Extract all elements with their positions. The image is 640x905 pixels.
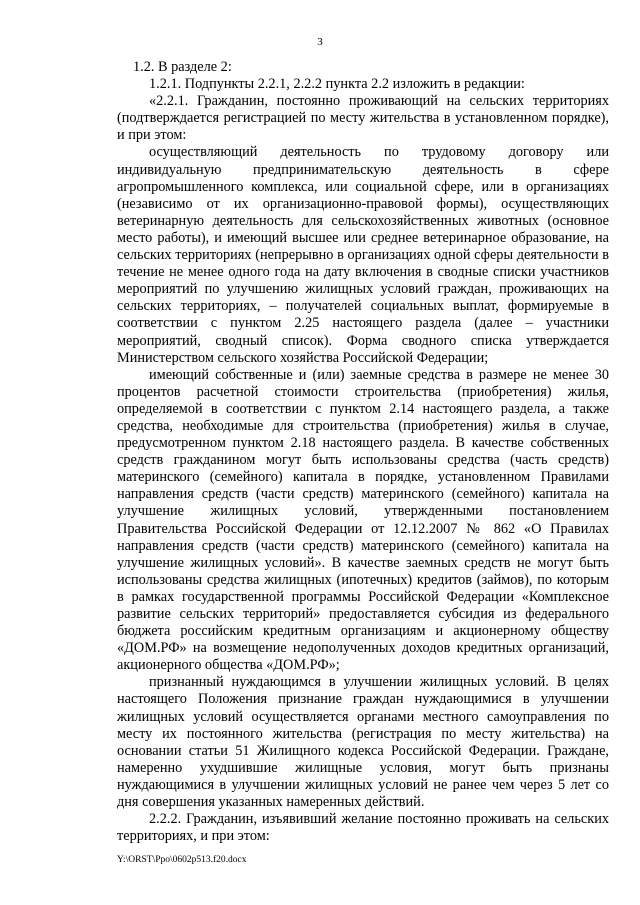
paragraph-2-2-2: 2.2.2. Гражданин, изъявивший желание постоянно проживать на сельских территориях, и при этом: — [117, 811, 609, 845]
section-heading: 1.2. В разделе 2: — [133, 59, 232, 75]
page-number: 3 — [317, 36, 323, 48]
paragraph-housing-need: признанный нуждающимся в улучшении жилищных условий. В целях настоящего Положения признание граждан нуждающимися в улучшении жилищных условий осуществляется органами местного самоуправления по месту их постоянного жительства (регистрация по месту жительства) на основании статьи 51 Жилищного кодекса Российской Федерации. Граждане, намеренно ухудшившие жилищные условия, могут быть признаны нуждающимися в улучшении жилищных условий не ранее чем через 5 лет со дня совершения указанных намеренных действий. — [117, 674, 609, 811]
footer-file-path: Y:\ORST\Ppo\0602p513.f20.docx — [117, 855, 247, 865]
paragraph-funds: имеющий собственные и (или) заемные средства в размере не менее 30 процентов расчетной стоимости строительства (приобретения) жилья, определяемой в соответствии с пунктом 2.14 настоящего раздела, а также средства, необходимые для строительства (приобретения) жилья в случае, предусмотренном пунктом 2.18 настоящего раздела. В качестве собственных средств гражданином могут быть использованы средства (часть средств) материнского (семейного) капитала в порядке, установленном Правилами направления средств (части средств) материнского (семейного) капитала на улучшение жилищных условий, утвержденными постановлением Правительства Российской Федерации от 12.12.2007 № 862 «О Правилах направления средств (части средств) материнского (семейного) капитала на улучшение жилищных условий». В качестве заемных средств не могут быть использованы средства жилищных (ипотечных) кредитов (займов), по которым в рамках государственной программы Российской Федерации «Комплексное развитие сельских территорий» предоставляется субсидия из федерального бюджета российским кредитным организациям и акционерному обществу «ДОМ.РФ» на возмещение недополученных доходов кредитных организаций, акционерного общества «ДОМ.РФ»; — [117, 366, 609, 674]
paragraph-2-2-1: «2.2.1. Гражданин, постоянно проживающий на сельских территориях (подтверждается регистрацией по месту жительства в установленном порядке), и при этом: — [117, 93, 609, 144]
document-body — [117, 59, 609, 845]
subsection-heading: 1.2.1. Подпункты 2.2.1, 2.2.2 пункта 2.2 изложить в редакции: — [149, 76, 525, 93]
paragraph-activity: осуществляющий деятельность по трудовому договору или индивидуальную предпринимательскую деятельность в сфере агропромышленного комплекса, или социальной сфере, или в организациях (независимо от их организационно-правовой формы), осуществляющих ветеринарную деятельность для сельскохозяйственных животных (основное место работы), и имеющий высшее или среднее ветеринарное образование, на сельских территориях (непрерывно в организациях одной сферы деятельности в течение не менее одного года на дату включения в сводные списки участников мероприятий по улучшению жилищных условий граждан, проживающих на сельских территориях, – получателей социальных выплат, формируемые в соответствии с пунктом 2.25 настоящего раздела (далее – участники мероприятий, сводный список). Форма сводного списка утверждается Министерством сельского хозяйства Российской Федерации; — [117, 144, 609, 366]
